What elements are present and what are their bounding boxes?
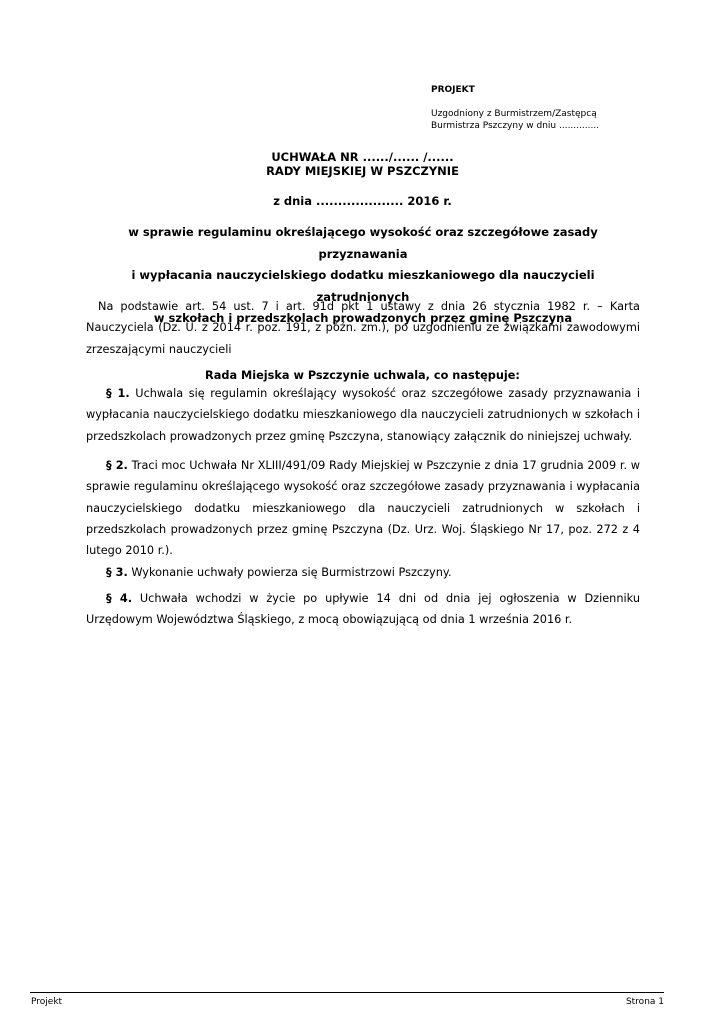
section-3-text: Wykonanie uchwały powierza się Burmistrzowi Pszczyny. bbox=[131, 566, 452, 579]
resolution-number: UCHWAŁA NR ....../...... /...... bbox=[271, 150, 454, 164]
legal-basis-paragraph: Na podstawie art. 54 ust. 7 i art. 91d pkt 1 ustawy z dnia 26 stycznia 1982 r. – Karta Nauczyciela (Dz. U. z 2014 r. poz. 191, z późn. zm.), po uzgodnieniu ze związkami zawodowymi zrzeszającymi nauczycieli bbox=[86, 300, 640, 356]
section-1-text: Uchwala się regulamin określający wysokość oraz szczegółowe zasady przyznawania i wypłacania nauczycielskiego dodatku mieszkaniowego dla nauczycieli zatrudnionych w szkołach i przedszkolach prowadzonych przez gminę Pszczyna, stanowiący załącznik do niniejszej uchwały. bbox=[86, 387, 641, 443]
page-number: Strona 1 bbox=[625, 997, 664, 1007]
subject-line-2: i wypłacania nauczycielskiego dodatku mieszkaniowego dla nauczycieli zatrudnionych bbox=[131, 268, 595, 304]
section-4-text: Uchwała wchodzi w życie po upływie 14 dni od dnia jej ogłoszenia w Dzienniku Urzędowym Województwa Śląskiego, z mocą obowiązującą od dnia 1 września 2016 r. bbox=[86, 592, 640, 627]
section-1-number: § 1. bbox=[106, 387, 130, 400]
agreement-line-2: Burmistrza Pszczyny w dniu .............. bbox=[431, 121, 600, 131]
section-3-paragraph bbox=[86, 562, 640, 583]
section-4-number: § 4. bbox=[106, 592, 132, 605]
project-label: PROJEKT bbox=[431, 85, 475, 95]
section-2-paragraph bbox=[86, 455, 640, 561]
resolution-date: z dnia .................... 2016 r. bbox=[273, 194, 452, 208]
section-2-text: Traci moc Uchwała Nr XLIII/491/09 Rady Miejskiej w Pszczynie z dnia 17 grudnia 2009 r. w sprawie regulaminu określającego wysokość oraz szczegółowe zasady przyznawania i wypłacania nauczycielskiego dodatku mieszkaniowego dla nauczycieli zatrudnionych w szkołach i przedszkolach prowadzonych przez gminę Pszczyna (Dz. Urz. Woj. Śląskiego Nr 17, poz. 272 z 4 lutego 2010 r.). bbox=[86, 459, 641, 558]
section-1-paragraph bbox=[86, 383, 640, 447]
footer-divider bbox=[30, 992, 664, 993]
footer-label: Projekt bbox=[31, 997, 63, 1007]
agreement-line-1: Uzgodniony z Burmistrzem/Zastępcą bbox=[431, 109, 597, 119]
council-resolves-heading: Rada Miejska w Pszczynie uchwala, co następuje: bbox=[205, 369, 520, 382]
project-note bbox=[431, 84, 671, 132]
council-name: RADY MIEJSKIEJ W PSZCZYNIE bbox=[266, 164, 459, 178]
subject-line-3: w szkołach i przedszkolach prowadzonych przez gminę Pszczyna bbox=[153, 311, 573, 325]
subject-line-1: w sprawie regulaminu określającego wysokość oraz szczegółowe zasady przyznawania bbox=[128, 225, 598, 261]
section-3-number: § 3. bbox=[106, 566, 128, 579]
section-4-paragraph bbox=[86, 588, 640, 631]
section-2-number: § 2. bbox=[106, 459, 128, 472]
